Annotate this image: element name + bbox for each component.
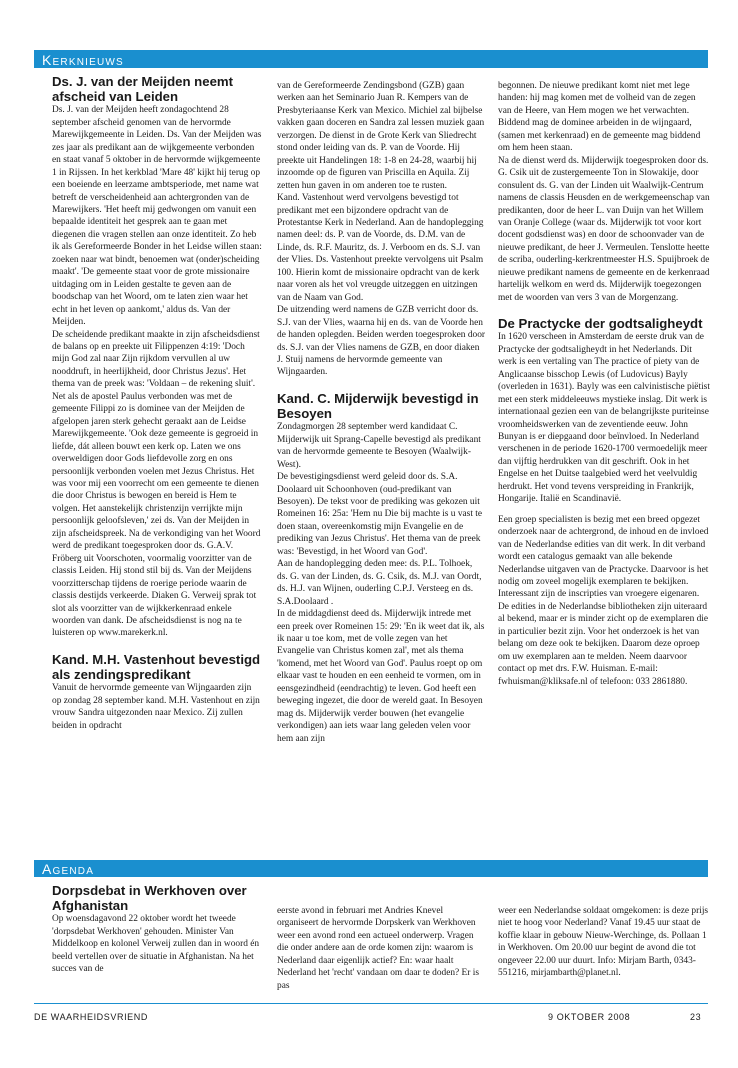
vastenhout-body-1: Vanuit de hervormde gemeente van Wijngaarden zijn op zondag 28 september kand. M.H. Vastenhout en zijn vrouw Sandra uitgezonden naar Mexico. Zij zullen beiden in opdracht: [52, 683, 260, 731]
agenda-column-3: [498, 905, 710, 995]
column-2: [277, 80, 485, 856]
kerknieuws-header-bar: [34, 50, 708, 68]
mijderwijk-body-6: Na de dienst werd ds. Mijderwijk toegesproken door ds. G. Csik uit de zustergemeente Ton in Slowakije, door consulent ds. G. van der Linden uit Waalwijk-Centrum namens de classis Heusden en de werkgemeenschap van predikanten, door de heer L. van Duijn van het Willem van Oranje College (waar ds. Mijderwijk tot voor kort docent godsdienst was) en door de schoonvader van de nieuwe predikant, de heer J. Vermeulen. Tenslotte heette de scriba, ouderling-kerkrentmeester H.S. Spuijbroek de nieuwe predikant namens de gemeente en de kerkenraad hartelijk welkom en werd ds. Mijderwijk toegezongen met de woorden van vers 3 van de Morgenzang.: [498, 155, 710, 303]
dorpsdebat-title: Dorpsdebat in Werkhoven over Afghanistan: [52, 883, 247, 914]
vastenhout-body-3: Kand. Vastenhout werd vervolgens bevestigd tot predikant met een bijzondere opdracht van de Protestantse Kerk in Nederland. Aan de handoplegging namen deel: ds. P. van de Voorde, ds. D.M. van de Linde, ds. R.F. Mauritz, ds. J. Verboom en ds. S.J. van der Vlies. Ds. Vastenhout preekte vervolgens uit Psalm 100. Hierin komt de missionaire opdracht van de kerk naar voren als het vol vreugde uitzeggen en uitzingen van de Naam van God.: [277, 193, 484, 303]
footer-divider: [34, 1003, 708, 1004]
mijderwijk-body-3: Aan de handoplegging deden mee: ds. P.L. Tolhoek, ds. G. van der Linden, ds. G. Csik, ds. M.J. van Oordt, ds. H.J. van Wijnen, ouderling C.P.J. Versteeg en ds. S.A.Doolaard .: [277, 559, 482, 607]
dorpsdebat-body-3: weer een Nederlandse soldaat omgekomen: is deze prijs niet te hoog voor Nederland? Vanaf 19.45 uur staat de koffie klaar in gebouw Nieuw-Werchinge, ds. Pollaan 1 in Werkhoven. Om 20.00 uur begint de avond die tot ongeveer 22.00 uur duurt. Info: Mirjam Barth, 0343-551216, mirjambarth@planet.nl.: [498, 906, 709, 979]
meijden-title: Ds. J. van der Meijden neemt afscheid van Leiden: [52, 74, 234, 105]
agenda-column-1: [52, 883, 262, 993]
mijderwijk-title: Kand. C. Mijderwijk bevestigd in Besoyen: [277, 390, 479, 422]
mijderwijk-body-1: Zondagmorgen 28 september werd kandidaat C. Mijderwijk uit Sprang-Capelle bevestigd als predikant van de hervormde gemeente te Besoyen (Waalwijk-West).: [277, 422, 481, 470]
practycke-body-1: In 1620 verscheen in Amsterdam de eerste druk van de Practycke der godtsaligheydt in het Nederlands. Dit werk is een vertaling van The practice of piety van de Anglicaanse bisschop Lewis (of Ludovicus) Bayly (overleden in 1631). Bayly was een calvinistische piëtist met een sterk middeleeuws mystieke inslag. Dit werk is internationaal gezien een van de belangrijkste puriteinse vroomheidswerken van de zeventiende eeuw. John Bunyan is er diepgaand door beïnvloed. In Nederland verschenen in de periode 1620-1700 vermoedelijk meer dan vijftig herdrukken van dit geschrift. Ook in het Engelse en het Duitse taalgebied werd het veelvuldig herdrukt. Het vond tevens verspreiding in Frankrijk, Hongarije. Italië en Scandinavië.: [498, 332, 710, 505]
footer-publication: DE WAARHEIDSVRIEND: [34, 1012, 148, 1022]
footer-page-number: 23: [690, 1012, 702, 1022]
mijderwijk-body-4: In de middagdienst deed ds. Mijderwijk intrede met een preek over Romeinen 15: 29: 'En ik weet dat ik, als ik naar u toe kom, met de volle zegen van het Evangelie van Christus komen zal', met als thema 'komend, met het Woord van God'. Paulus roept op om elkaar vast te houden en een eenheid te vormen, om in eensgezindheid (eendrachtig) te leven. God heeft een beweging ingezet, die door de wereld gaat. In Besoyen mag ds. Mijderwijk verder bouwen (het evangelie verkondigen) aan iets waar lang geleden velen voor hem aan zijn: [277, 609, 485, 744]
column-1: [52, 74, 262, 856]
practycke-body-2: Een groep specialisten is bezig met een breed opgezet onderzoek naar de achtergrond, de inhoud en de invloed van de Nederlandse edities van dit werk. In dit verband wordt een catalogus gemaakt van alle bekende Nederlandse uitgaven van de Practycke. Daarvoor is het nodig om zoveel mogelijk exemplaren te bekijken. Interessant zijn de inscripties van vroegere eigenaren. De edities in de Nederlandse bibliotheken zijn uiteraard al bekend, maar er is minder zicht op de exemplaren die in particulier bezit zijn. Voor het onderzoek is het van belang om deze ook te bekijken. Daarom deze oproep om uw exemplaren aan te melden. Neem daarvoor contact op met drs. F.W. Huisman. E-mail: fwhuisman@kliksafe.nl of telefoon: 033 2861880.: [498, 514, 709, 687]
agenda-heading: Agenda: [42, 861, 95, 877]
vastenhout-body-4: De uitzending werd namens de GZB verricht door ds. S.J. van der Vlies, waarna hij en ds. van de Voorde hen de handen oplegden. Beiden werden toegesproken door ds. S.J. van der Vlies namens de GZB, en door diaken J. Stuij namens de hervormde gemeente van Wijngaarden.: [277, 305, 485, 378]
column-3: [498, 80, 710, 856]
vastenhout-body-2: van de Gereformeerde Zendingsbond (GZB) gaan werken aan het Seminario Juan R. Kempers van de Presbyteriaanse Kerk van Mexico. Michiel zal bijbelse vakken gaan doceren en Sandra zal lessen muziek gaan verzorgen. De dienst in de Grote Kerk van Sliedrecht stond onder leiding van ds. P. van de Voorde. Hij preekte uit Handelingen 18: 1-8 en 24-28, waarbij hij inzoomde op de figuren van Priscilla en Aquila. Zij zetten hun gaven in om anderen toe te rusten.: [277, 81, 485, 191]
meijden-body-1: Ds. J. van der Meijden heeft zondagochtend 28 september afscheid genomen van de hervormde Marewijkgemeente in Leiden. Ds. Van der Meijden was zes jaar als predikant aan de wijkgemeente verbonden en staat vanaf 5 oktober in de hervormde wijkgemeente 1 in Rijssen. In het kerkblad 'Mare 48' kijkt hij terug op een boeiende en leerzame ambtsperiode, met name wat betreft de verscheidenheid aan achtergronden van de Marewijkers. 'Het heeft mij gedwongen om vanuit een bepaalde identiteit het gesprek aan te gaan met diegenen die vragen stellen aan onze identiteit. Zo heb ik als Gereformeerde Bonder in het Leidse willen staan: zoeken naar wat bindt, benoemen wat (onder)scheiding maakt'. 'De gemeente staat voor de grote missionaire uitdaging om in Leiden gestalte te geven aan de boodschap van het Woord, om te laten zien waar het echt in het leven op aankomt,' aldus ds. Van der Meijden.: [52, 105, 262, 328]
vastenhout-title: Kand. M.H. Vastenhout bevestigd als zendingspredikant: [52, 651, 261, 683]
kerknieuws-heading: Kerknieuws: [42, 52, 124, 68]
agenda-header-bar: [34, 860, 708, 877]
meijden-body-2: De scheidende predikant maakte in zijn afscheidsdienst de balans op en preekte uit Filippenzen 4:19: 'Doch mijn God zal naar Zijn rijkdom vervullen al uw nooddruft, in heerlijkheid, door Christus Jezus'. Het thema van de preek was: 'Voldaan – de rekening sluit'. Net als de apostel Paulus verbonden was met de gemeente Filippi zo is dominee van der Meijden de afgelopen jaren sterk gehecht geraakt aan de Leidse Marewijkgemeente. 'Ook deze gemeente is gegroeid in liefde, dát alleen bouwt een kerk op. Laten we ons overweldigen door Gods liefdevolle zorg en ons persoonlijk verbonden voelen met Jezus Christus. Het was voor mij een voorrecht om een gemeente te dienen die door Christus is bewogen en bereid is Hem te volgen. Het aanstekelijk christenzijn verrijkte mijn persoonlijk geloofsleven,' zei ds. Van der Meijden in zijn afscheidspreek. Na de verkondiging van het Woord werd de predikant toegesproken door ds. G.A.V. Fröberg uit Voorschoten, voormalig voorzitter van de classis Leiden. Hij stond stil bij ds. Van der Meijdens voorzitterschap tijdens de roerige periode waarin de classis destijds verkeerde. Diaken G. Verweij sprak tot slot als voorzitter van de wijkkerkenraad enkele woorden van dank. De afscheidsdienst is nog na te luisteren op www.marekerk.nl.: [52, 329, 261, 639]
dorpsdebat-body-1: Op woensdagavond 22 oktober wordt het tweede 'dorpsdebat Werkhoven' gehouden. Minister Van Middelkoop en kolonel Verweij zullen dan in woord én beeld vertellen over de situatie in Afghanistan. Na het succes van de: [52, 914, 260, 975]
agenda-column-2: [277, 905, 485, 995]
mijderwijk-body-2: De bevestigingsdienst werd geleid door ds. S.A. Doolaard uit Schoonhoven (oud-predikant van Besoyen). De tekst voor de prediking was gekozen uit Romeinen 16: 25a: 'Hem nu Die bij machte is u vast te doen staan, overeenkomstig mijn Evangelie en de prediking van Jezus Christus'. Het thema van de preek was: 'Bevestigd, in het Woord van God'.: [277, 472, 483, 557]
mijderwijk-body-5: begonnen. De nieuwe predikant komt niet met lege handen: hij mag komen met de volheid van de zegen van de Heere, van Hem mogen we het verwachten. Biddend mag de dominee arbeiden in de wijngaard, (samen met kerkenraad) en de gemeente mag biddend om hem heen staan.: [498, 81, 701, 154]
dorpsdebat-body-2: eerste avond in februari met Andries Knevel organiseert de hervormde Dorpskerk van Werkhoven weer een avond rond een actueel onderwerp. Vragen die onder andere aan de orde komen zijn: waarom is Nederland daar eigenlijk actief? En: waar haalt Nederland het 'recht' vandaan om daar te doden? Er is pas: [277, 906, 479, 991]
footer-date: 9 OKTOBER 2008: [548, 1012, 631, 1022]
practycke-title: De Practycke der godtsaligheydt: [498, 316, 703, 332]
